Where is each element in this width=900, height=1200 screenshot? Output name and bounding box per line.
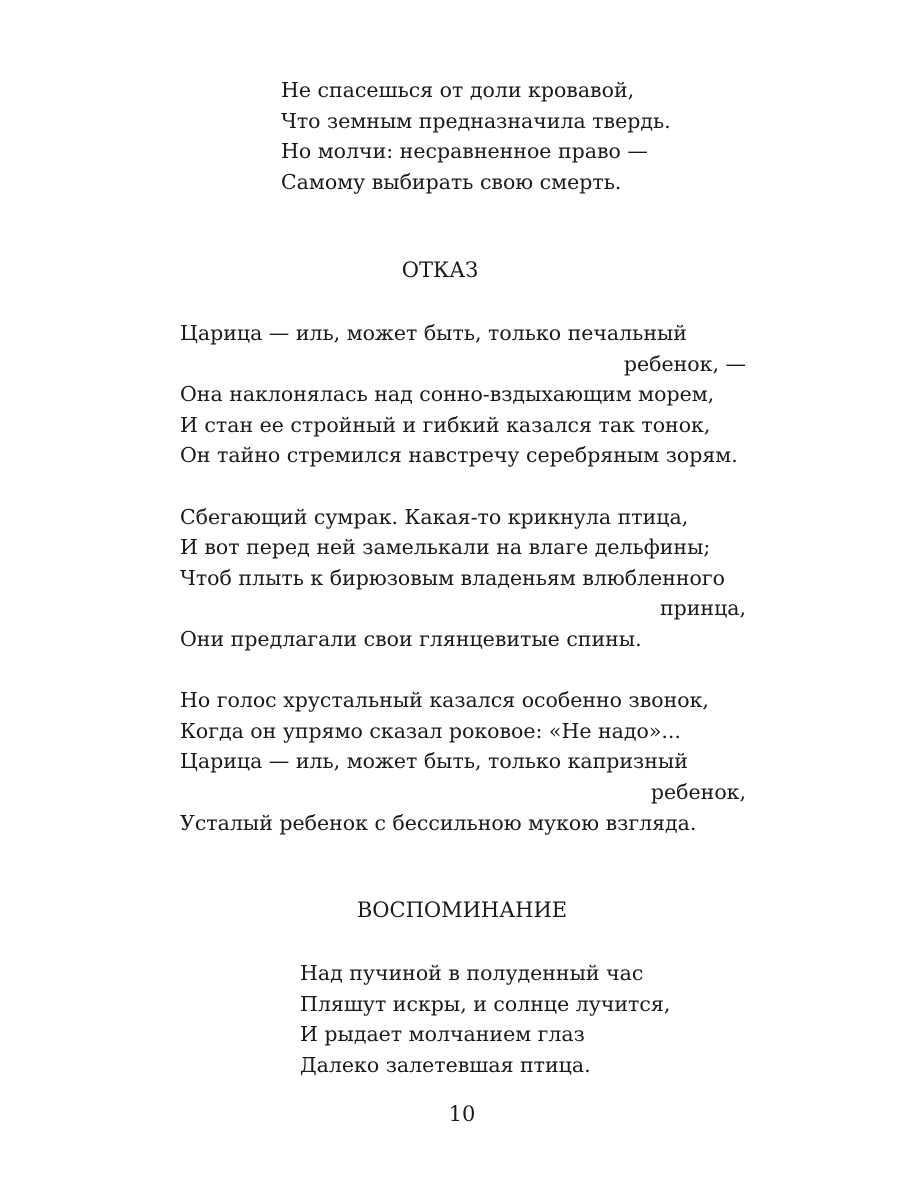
verse-line: И стан ее стройный и гибкий казался так тонок, xyxy=(180,412,711,437)
page-number: 10 xyxy=(448,1102,476,1126)
verse-line: Царица — иль, может быть, только печальный xyxy=(180,321,687,345)
verse-line: Царица — иль, может быть, только капризный xyxy=(180,749,688,774)
verse-line: Когда он упрямо сказал роковое: «Не надо»... xyxy=(180,718,681,743)
verse-line: Над пучиной в полуденный час xyxy=(300,961,644,985)
verse-line: Он тайно стремился навстречу серебряным зорям. xyxy=(180,443,738,468)
verse-line: Она наклонялась над сонно-вздыхающим морем, xyxy=(180,382,715,407)
poem-title: ОТКАЗ xyxy=(401,258,479,282)
poem-ending-stanza xyxy=(281,75,671,197)
verse-line: Пляшут искры, и солнце лучится, xyxy=(300,991,671,1016)
verse-line: Не спасешься от доли кровавой, xyxy=(281,78,635,102)
poem-title: ВОСПОМИНАНИЕ xyxy=(356,898,568,922)
verse-line: Самому выбирать свою смерть. xyxy=(281,169,622,194)
verse-line-continuation: принца, xyxy=(659,596,746,621)
poem-otkaz xyxy=(180,318,746,838)
verse-line: Но голос хрустальный казался особенно звонок, xyxy=(180,688,709,713)
verse-line-continuation: ребенок, xyxy=(650,779,746,804)
verse-line: Что земным предназначила твердь. xyxy=(281,108,671,133)
verse-line: Усталый ребенок с бессильною мукою взгляда. xyxy=(180,810,697,835)
verse-line: Сбегающий сумрак. Какая-то крикнула птица, xyxy=(180,504,689,529)
verse-line: И рыдает молчанием глаз xyxy=(300,1022,585,1047)
verse-line-continuation: ребенок, — xyxy=(623,351,746,376)
verse-line: Чтоб плыть к бирюзовым владеньям влюбленного xyxy=(180,565,725,590)
poem-vospominanie xyxy=(300,958,670,1080)
verse-line: Они предлагали свои глянцевитые спины. xyxy=(180,626,642,651)
verse-line: Далеко залетевшая птица. xyxy=(300,1052,591,1077)
verse-line: Но молчи: несравненное право — xyxy=(281,139,648,164)
verse-line: И вот перед ней замелькали на влаге дельфины; xyxy=(180,535,711,560)
